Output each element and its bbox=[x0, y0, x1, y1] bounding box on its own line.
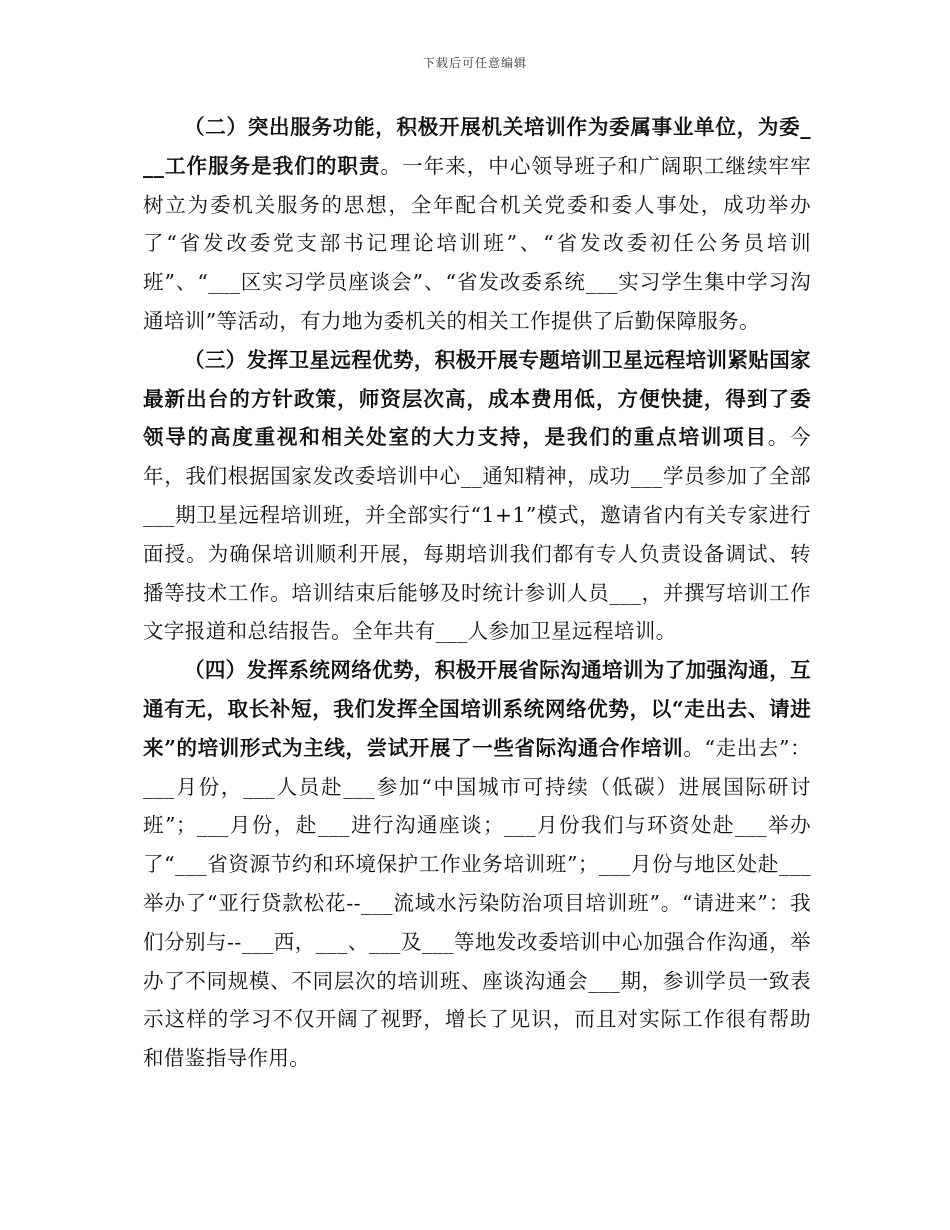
section-heading-4: （四）发挥系统网络优势，积极开展省际沟通培训为了加强沟通，互通有无，取长补短，我们发挥全国培训系统网络优势，以“走出去、请进来”的培训形式为主线，尝试开展了一些省际沟通合作培训 bbox=[143, 658, 811, 760]
paragraph-network-training bbox=[143, 651, 811, 1078]
document-body bbox=[143, 108, 811, 1078]
section-body-2: 。一年来，中心领导班子和广阔职工继续牢牢树立为委机关服务的思想，全年配合机关党委和委人事处，成功举办了“省发改委党支部书记理论培训班”、“省发改委初任公务员培训班”、“___区实习学员座谈会”、“省发改委系统___实习学生集中学习沟通培训”等活动，有力地为委机关的相关工作提供了后勤保障服务。 bbox=[143, 153, 811, 333]
section-heading-2: （二）突出服务功能，积极开展机关培训作为委属事业单位，为委___工作服务是我们的职责 bbox=[143, 115, 811, 178]
section-body-3: 。今年，我们根据国家发改委培训中心__通知精神，成功___学员参加了全部___期卫星远程培训班，并全部实行“1+1”模式，邀请省内有关专家进行面授。为确保培训顺利开展，每期培训我们都有专人负责设备调试、转播等技术工作。培训结束后能够及时统计参训人员___，并撰写培训工作文字报道和总结报告。全年共有___人参加卫星远程培训。 bbox=[143, 425, 811, 644]
paragraph-service-function bbox=[143, 108, 811, 341]
section-body-4: 。“走出去”：___月份，___人员赴___参加“中国城市可持续（低碳）进展国际研讨班”；___月份，赴___进行沟通座谈；___月份我们与环资处赴___举办了“___省资源节约和环境保护工作业务培训班”；___月份与地区处赴___举办了“亚行贷款松花--___流域水污染防治项目培训班”。“请进来”：我们分别与--___西，___、___及___等地发改委培训中心加强合作沟通，举办了不同规模、不同层次的培训班、座谈沟通会___期，参训学员一致表示这样的学习不仅开阔了视野，增长了见识，而且对实际工作很有帮助和借鉴指导作用。 bbox=[143, 735, 811, 1071]
paragraph-satellite-training bbox=[143, 341, 811, 651]
page-header-note: 下载后可任意编辑 bbox=[422, 56, 527, 70]
section-heading-3: （三）发挥卫星远程优势，积极开展专题培训卫星远程培训紧贴国家最新出台的方针政策，师资层次高，成本费用低，方便快捷，得到了委领导的高度重视和相关处室的大力支持，是我们的重点培训项目 bbox=[143, 347, 811, 450]
